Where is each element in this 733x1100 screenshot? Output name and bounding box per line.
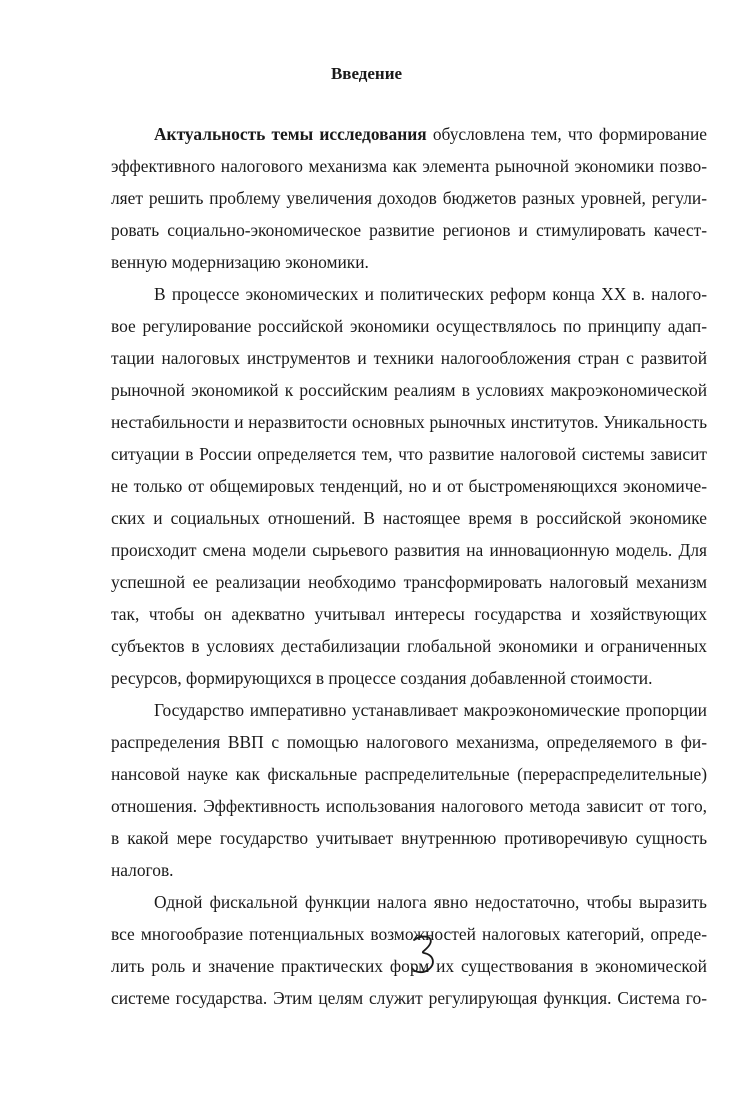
text-line: Государство императивно устанавливает макроэкономические пропорции — [154, 700, 707, 720]
text-line: так, чтобы он адекватно учитывал интересы государства и хозяйствующих — [111, 604, 707, 624]
text-line: венную модернизацию экономики. — [111, 252, 369, 272]
text-line: ляет решить проблему увеличения доходов бюджетов разных уровней, регули- — [111, 188, 707, 208]
text-line: все многообразие потенциальных возможностей налоговых категорий, опреде- — [111, 924, 707, 944]
text-line: отношения. Эффективность использования налогового метода зависит от того, — [111, 796, 707, 816]
text-line: налогов. — [111, 860, 174, 880]
text-line: тации налоговых инструментов и техники налогообложения стран с развитой — [111, 348, 707, 368]
lead-bold-phrase: Актуальность темы исследования — [154, 124, 427, 144]
text-line: нестабильности и неразвитости основных рыночных институтов. Уникальность — [111, 412, 707, 432]
text-line: эффективного налогового механизма как элемента рыночной экономики позво- — [111, 156, 707, 176]
text-line — [154, 124, 707, 144]
text-line: системе государства. Этим целям служит регулирующая функция. Система го- — [111, 988, 707, 1008]
text-line: ровать социально-экономическое развитие регионов и стимулировать качест- — [111, 220, 707, 240]
text-line: происходит смена модели сырьевого развития на инновационную модель. Для — [111, 540, 707, 560]
text-line: рыночной экономикой к российским реалиям в условиях макроэкономической — [111, 380, 707, 400]
text-line: субъектов в условиях дестабилизации глобальной экономики и ограниченных — [111, 636, 707, 656]
text-line: распределения ВВП с помощью налогового механизма, определяемого в фи- — [111, 732, 707, 752]
text-line: лить роль и значение практических форм их существования в экономической — [111, 956, 707, 976]
text-line: успешной ее реализации необходимо трансформировать налоговый механизм — [111, 572, 707, 592]
text-line: Одной фискальной функции налога явно недостаточно, чтобы выразить — [154, 892, 707, 912]
text-line: ских и социальных отношений. В настоящее время в российской экономике — [111, 508, 707, 528]
text-line-content: обусловлена тем, что формирование — [426, 124, 708, 144]
text-line: вое регулирование российской экономики осуществлялось по принципу адап- — [111, 316, 707, 336]
text-line: ресурсов, формирующихся в процессе создания добавленной стоимости. — [111, 668, 653, 688]
handwritten-page-number — [400, 928, 460, 978]
text-line: не только от общемировых тенденций, но и от быстроменяющихся экономиче- — [111, 476, 707, 496]
text-line: ситуации в России определяется тем, что развитие налоговой системы зависит — [111, 444, 707, 464]
section-title: Введение — [330, 64, 403, 83]
text-line: В процессе экономических и политических реформ конца XX в. налого- — [154, 284, 707, 304]
text-line: нансовой науке как фискальные распределительные (перераспределительные) — [111, 764, 707, 784]
text-line: в какой мере государство учитывает внутреннюю противоречивую сущность — [111, 828, 707, 848]
